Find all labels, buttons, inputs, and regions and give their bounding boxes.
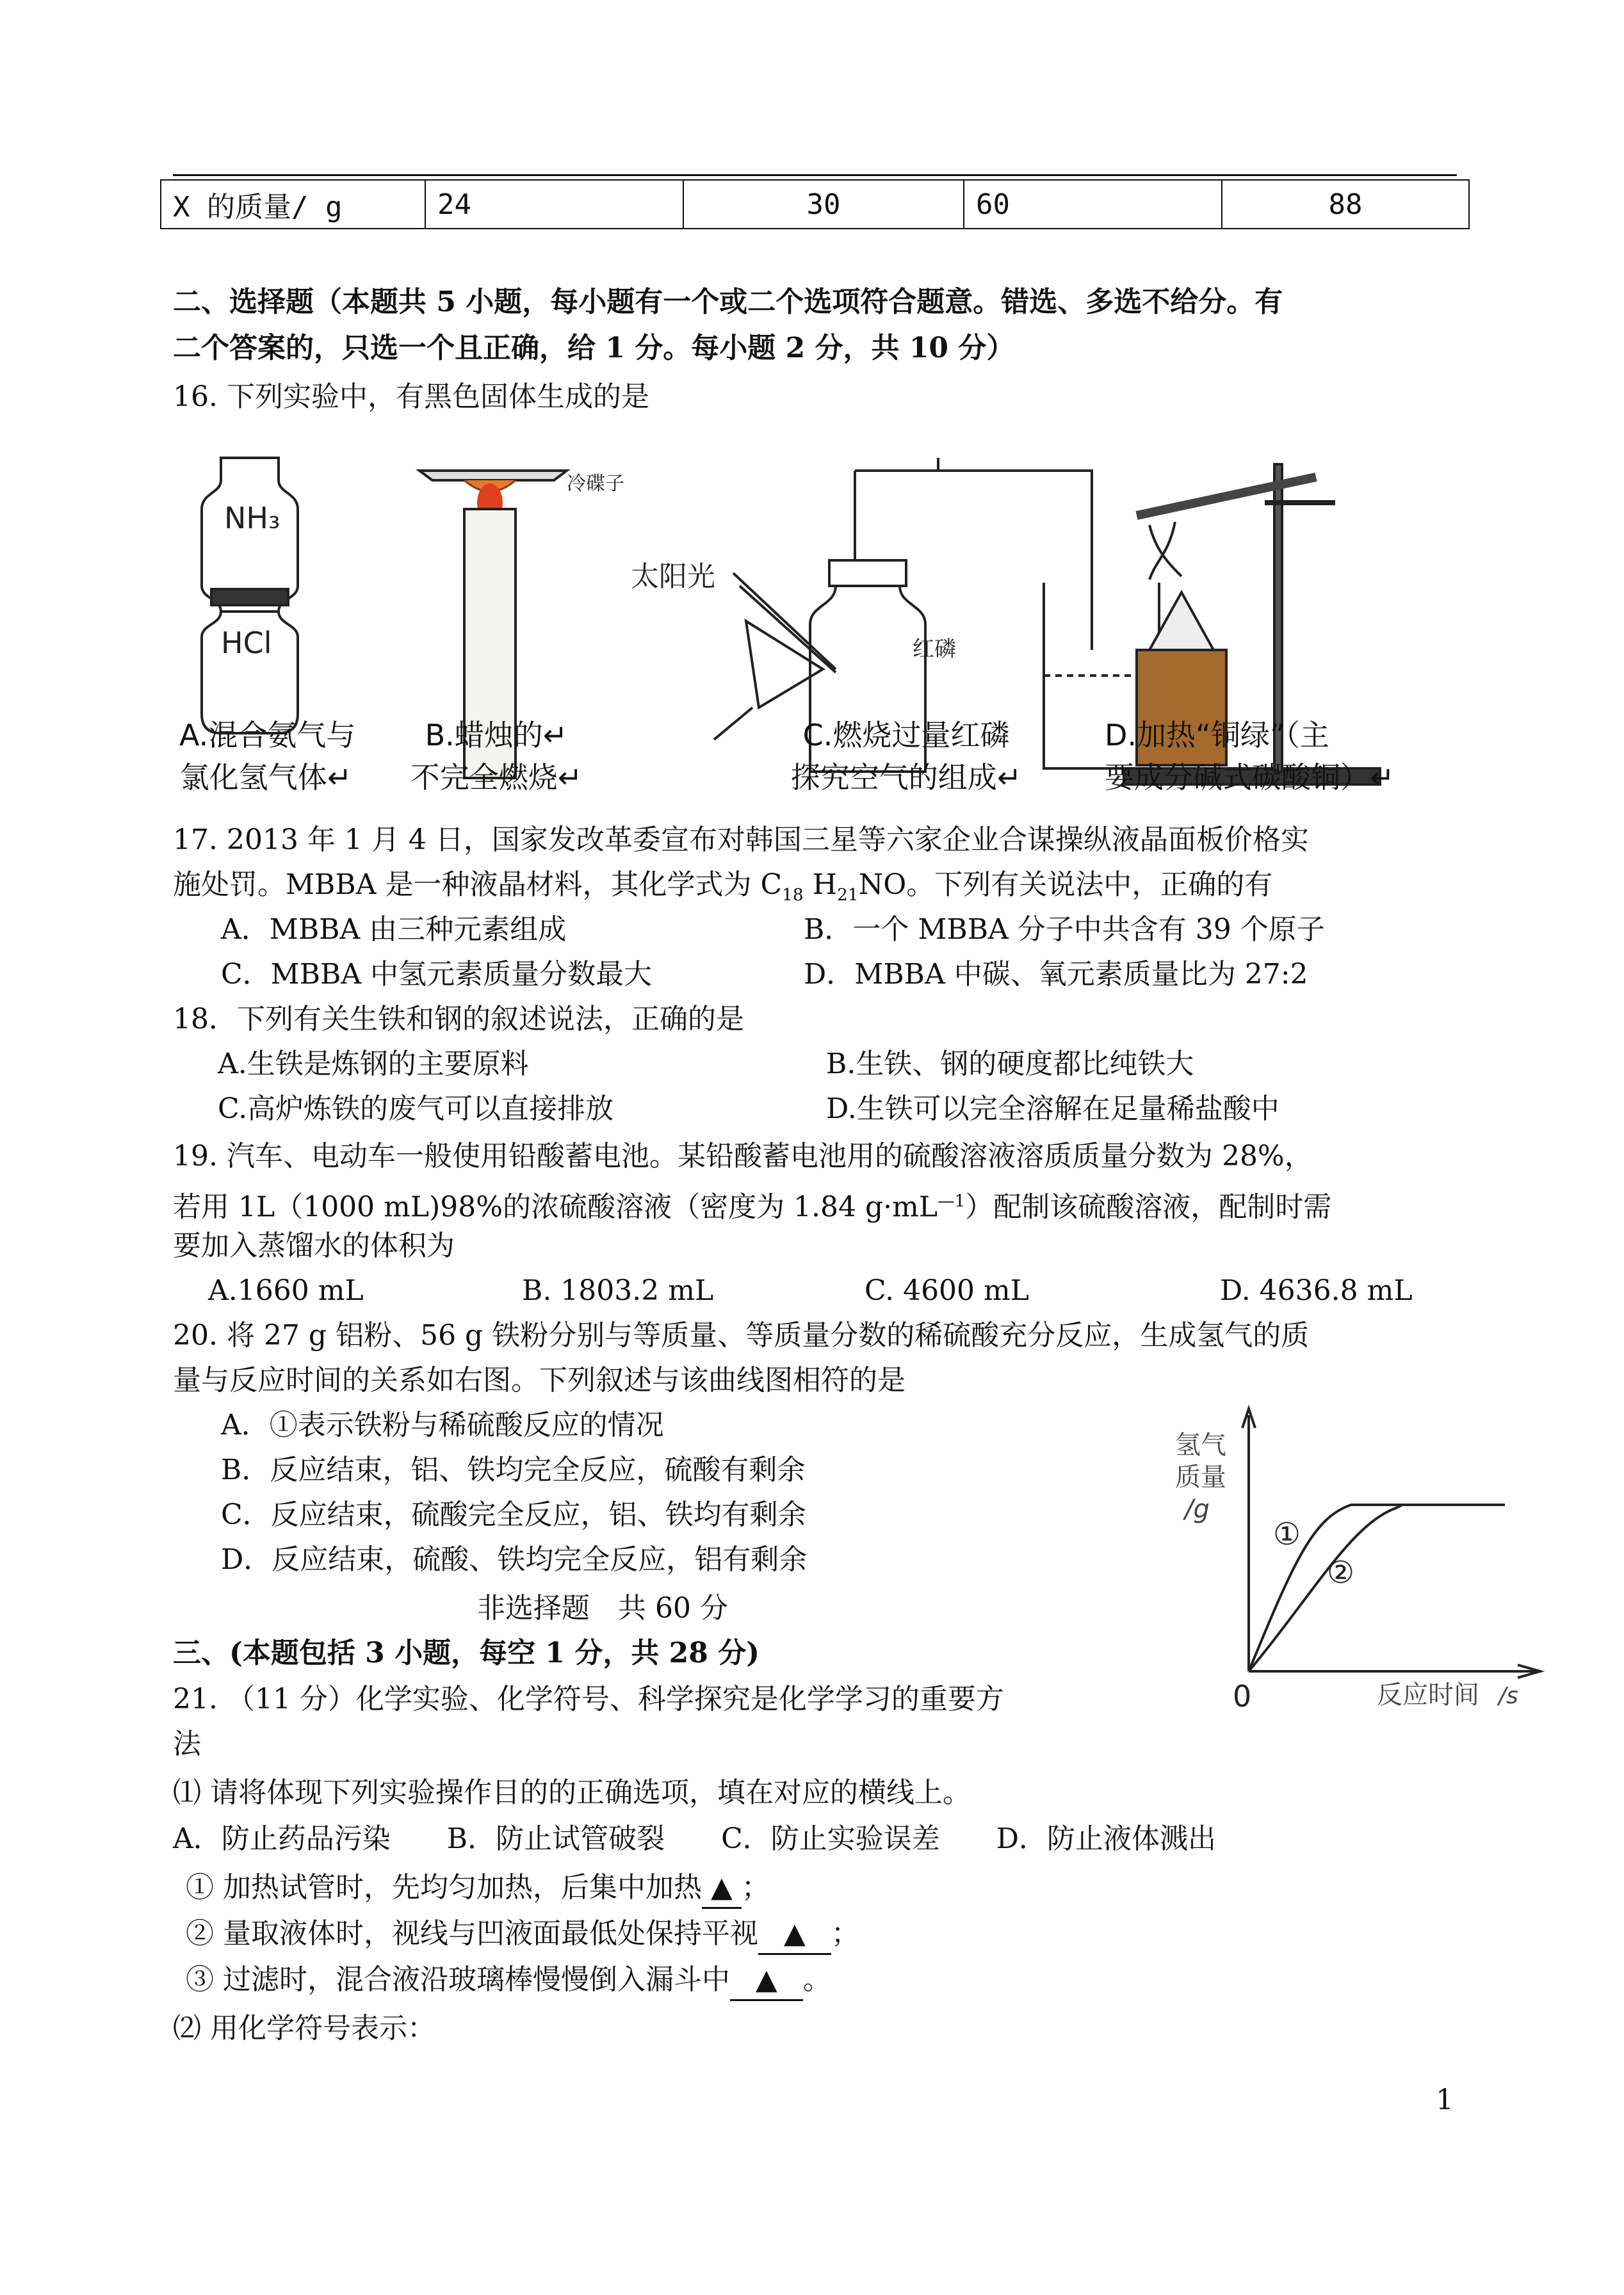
section-3-heading: 三、(本题包括 3 小题，每空 1 分，共 28 分): [173, 1637, 760, 1669]
hydrogen-subscript: 21: [837, 884, 859, 905]
curve-1-label: ①: [1273, 1516, 1301, 1552]
q16-caption-d-line1: D.加热“铜绿”（主: [1105, 718, 1329, 752]
q20-graph: [1159, 1402, 1569, 1716]
q19-stem-line1: 19. 汽车、电动车一般使用铅酸蓄电池。某铅酸蓄电池用的硫酸溶液溶质质量分数为 28%，: [173, 1140, 1313, 1172]
q21-item-3-end: 。: [802, 1963, 831, 1996]
q19-stem-line2: [173, 1182, 1331, 1227]
q17-option-d: D．MBBA 中碳、氧元素质量比为 27:2: [804, 958, 1308, 991]
hydrogen-mass-graph: [1159, 1402, 1569, 1716]
y-axis-label-1: 氢气: [1175, 1431, 1226, 1460]
gas-bottles-drawing: [202, 458, 298, 733]
q20-stem-line2: 量与反应时间的关系如右图。下列叙述与该曲线图相符的是: [173, 1364, 905, 1397]
q18-option-c: C.高炉炼铁的废气可以直接排放: [218, 1092, 614, 1125]
nh3-label: NH₃: [224, 501, 280, 535]
answer-blank-2[interactable]: ▲: [758, 1915, 831, 1955]
q20-option-c: C．反应结束，硫酸完全反应，铝、铁均有剩余: [221, 1498, 806, 1531]
table-cell-88: 88: [1222, 180, 1469, 229]
table-row: [161, 180, 1469, 229]
q17-stem-line1: 17. 2013 年 1 月 4 日，国家发改革委宣布对韩国三星等六家企业合谋操纵液晶面板价格实: [173, 823, 1309, 856]
q16-caption-c-line2: 探究空气的组成↵: [790, 760, 1022, 795]
q17-stem-line2: [173, 866, 1272, 914]
q19-option-d: D. 4636.8 mL: [1220, 1274, 1413, 1307]
red-phosphorus-label: 红磷: [913, 637, 956, 662]
q21-item-1: [186, 1869, 770, 1909]
q21-item-1-text: ① 加热试管时，先均匀加热，后集中加热: [186, 1871, 702, 1904]
q18-option-d: D.生铁可以完全溶解在足量稀盐酸中: [826, 1092, 1279, 1125]
q21-options: A．防止药品污染 B．防止试管破裂 C．防止实验误差 D．防止液体溅出: [173, 1822, 1217, 1855]
q16-figure: [176, 419, 1450, 816]
curve-2: [1249, 1505, 1402, 1671]
q19-option-a: A.1660 mL: [208, 1274, 364, 1307]
q16-caption-d-line2: 要成分碱式碳酸铜）↵: [1105, 760, 1395, 795]
q18-option-b: B.生铁、钢的硬度都比纯铁大: [826, 1048, 1194, 1080]
q16-caption-a-line2: 氯化氢气体↵: [179, 760, 352, 795]
carbon-subscript: 18: [782, 884, 804, 905]
q17-stem-part2: H: [803, 868, 838, 901]
section-2-heading-line2: 二个答案的，只选一个且正确，给 1 分。每小题 2 分，共 10 分）: [173, 332, 1015, 364]
q18-stem: 18．下列有关生铁和钢的叙述说法，正确的是: [173, 1003, 744, 1035]
q16-caption-b-line1: B.蜡烛的↵: [425, 718, 568, 752]
q21-item-3-text: ③ 过滤时，混合液沿玻璃棒慢慢倒入漏斗中: [186, 1963, 730, 1996]
q16-caption-c: [752, 714, 1060, 799]
q19-option-b: B. 1803.2 mL: [522, 1274, 714, 1307]
y-axis-label-2: 质量: [1175, 1463, 1226, 1492]
q21-part1: ⑴ 请将体现下列实验操作目的的正确选项，填在对应的横线上。: [173, 1776, 971, 1809]
y-axis-unit: /g: [1185, 1495, 1210, 1524]
q21-part2: ⑵ 用化学符号表示：: [173, 2012, 435, 2045]
answer-blank-1[interactable]: ▲: [702, 1869, 742, 1909]
q21-item-2-text: ② 量取液体时，视线与凹液面最低处保持平视: [186, 1917, 758, 1950]
q16-caption-d: [1105, 714, 1425, 799]
q19-stem-line3: 要加入蒸馏水的体积为: [173, 1229, 455, 1262]
q17-option-c: C．MBBA 中氢元素质量分数最大: [221, 958, 653, 991]
q19-option-c: C. 4600 mL: [865, 1274, 1029, 1307]
data-table: [160, 179, 1470, 229]
table-cell-60: 60: [964, 180, 1222, 229]
q16-caption-b: [407, 714, 586, 799]
q21-stem-line1: 21. （11 分）化学实验、化学符号、科学探究是化学学习的重要方: [173, 1683, 1004, 1715]
q20-option-b: B．反应结束，铝、铁均完全反应，硫酸有剩余: [221, 1454, 806, 1486]
q21-stem-line2: 法: [173, 1728, 201, 1760]
q20-stem-line1: 20. 将 27 g 铝粉、56 g 铁粉分别与等质量、等质量分数的稀硫酸充分反应，生成氢气的质: [173, 1319, 1310, 1352]
q20-option-d: D．反应结束，硫酸、铁均完全反应，铝有剩余: [221, 1543, 808, 1576]
q21-item-3: [186, 1961, 831, 2001]
answer-blank-3[interactable]: ▲: [730, 1961, 803, 2001]
q16-caption-a-line1: A.混合氨气与: [179, 718, 356, 752]
non-selection-heading: 非选择题 共 60 分: [477, 1592, 728, 1625]
q19-stem-part2: ）配制该硫酸溶液，配制时需: [965, 1190, 1332, 1224]
table-cell-30: 30: [683, 180, 964, 229]
q20-option-a: A．①表示铁粉与稀硫酸反应的情况: [221, 1409, 664, 1441]
q16-caption-a: [179, 714, 356, 799]
sunlight-label: 太阳光: [631, 560, 715, 593]
q16-stem: 16. 下列实验中，有黑色固体生成的是: [173, 380, 649, 413]
q21-item-1-end: ；: [741, 1871, 770, 1904]
page-number: 1: [1436, 2084, 1454, 2116]
unit-superscript: —1: [938, 1191, 966, 1211]
section-2-heading-line1: 二、选择题（本题共 5 小题，每小题有一个或二个选项符合题意。错选、多选不给分。有: [173, 286, 1283, 318]
q17-stem-part3: NO。下列有关说法中，正确的有: [858, 868, 1273, 901]
x-axis-label: 反应时间: [1377, 1680, 1479, 1710]
q21-item-2: [186, 1915, 859, 1955]
q21-item-2-end: ；: [831, 1917, 859, 1950]
x-axis-unit: /s: [1498, 1683, 1518, 1709]
q17-option-a: A．MBBA 由三种元素组成: [221, 913, 567, 946]
q17-stem-part1: 施处罚。MBBA 是一种液晶材料，其化学式为 C: [173, 868, 783, 901]
q18-option-a: A.生铁是炼钢的主要原料: [218, 1048, 529, 1080]
curve-2-label: ②: [1327, 1555, 1355, 1591]
q17-option-b: B．一个 MBBA 分子中共含有 39 个原子: [804, 913, 1325, 946]
table-cell-24: 24: [425, 180, 683, 229]
top-rule: [173, 174, 1457, 176]
cold-plate-label: 冷碟子: [567, 473, 624, 495]
q16-caption-b-line2: 不完全燃烧↵: [410, 760, 583, 795]
q19-stem-part1: 若用 1L（1000 mL)98%的浓硫酸溶液（密度为 1.84 g·mL: [173, 1190, 938, 1224]
hcl-label: HCl: [221, 626, 272, 660]
q16-caption-c-line1: C.燃烧过量红磷: [802, 718, 1010, 752]
table-cell-label: X 的质量/ g: [161, 180, 425, 229]
origin-label: 0: [1233, 1679, 1252, 1714]
